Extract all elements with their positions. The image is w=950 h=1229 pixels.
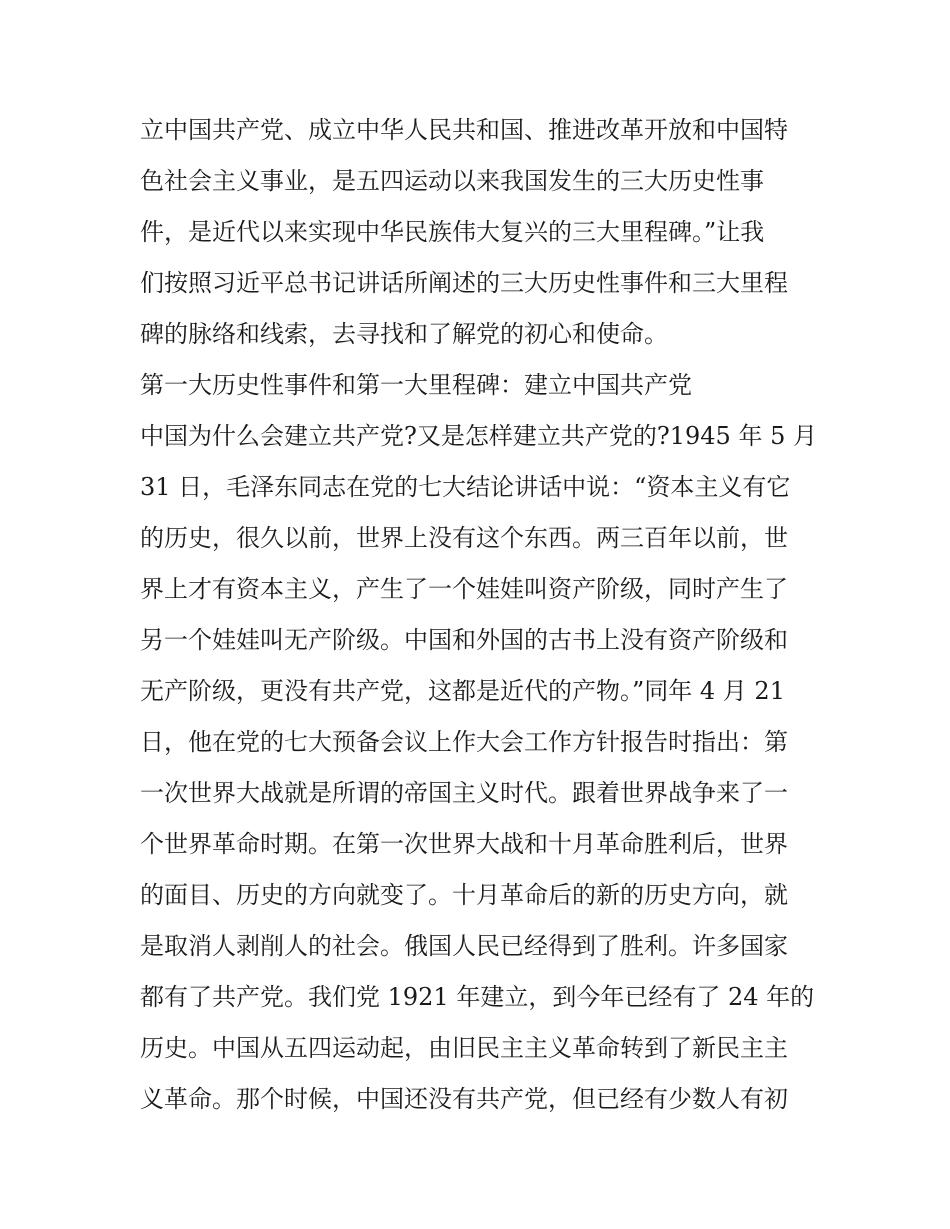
section-heading: 第一大历史性事件和第一大里程碑：建立中国共产党 bbox=[140, 371, 692, 399]
text-line: 立中国共产党、成立中华人民共和国、推进改革开放和中国特 bbox=[140, 116, 788, 144]
text-line: 中国为什么会建立共产党?又是怎样建立共产党的?1945 年 5 月 bbox=[140, 422, 817, 450]
text-line: 另一个娃娃叫无产阶级。中国和外国的古书上没有资产阶级和 bbox=[140, 626, 788, 654]
text-line: 日，他在党的七大预备会议上作大会工作方针报告时指出：第 bbox=[140, 728, 788, 756]
text-line: 件，是近代以来实现中华民族伟大复兴的三大里程碑。”让我 bbox=[140, 218, 765, 246]
text-line: 个世界革命时期。在第一次世界大战和十月革命胜利后，世界 bbox=[140, 830, 788, 858]
body-text bbox=[140, 105, 820, 1125]
text-line: 无产阶级，更没有共产党，这都是近代的产物。”同年 4 月 21 bbox=[140, 677, 785, 705]
text-line: 界上才有资本主义，产生了一个娃娃叫资产阶级，同时产生了 bbox=[140, 575, 788, 603]
text-line: 色社会主义事业，是五四运动以来我国发生的三大历史性事 bbox=[140, 167, 764, 195]
text-line: 一次世界大战就是所谓的帝国主义时代。跟着世界战争来了一 bbox=[140, 779, 788, 807]
text-line: 们按照习近平总书记讲话所阐述的三大历史性事件和三大里程 bbox=[140, 269, 788, 297]
text-line: 的面目、历史的方向就变了。十月革命后的新的历史方向，就 bbox=[140, 881, 788, 909]
text-line: 都有了共产党。我们党 1921 年建立，到今年已经有了 24 年的 bbox=[140, 983, 815, 1011]
text-line: 义革命。那个时候，中国还没有共产党，但已经有少数人有初 bbox=[140, 1085, 788, 1113]
text-line: 的历史，很久以前，世界上没有这个东西。两三百年以前，世 bbox=[140, 524, 788, 552]
text-line: 是取消人剥削人的社会。俄国人民已经得到了胜利。许多国家 bbox=[140, 932, 788, 960]
text-line: 历史。中国从五四运动起，由旧民主主义革命转到了新民主主 bbox=[140, 1034, 788, 1062]
text-line: 31 日，毛泽东同志在党的七大结论讲话中说：“资本主义有它 bbox=[140, 473, 791, 501]
text-line: 碑的脉络和线索，去寻找和了解党的初心和使命。 bbox=[140, 320, 668, 348]
